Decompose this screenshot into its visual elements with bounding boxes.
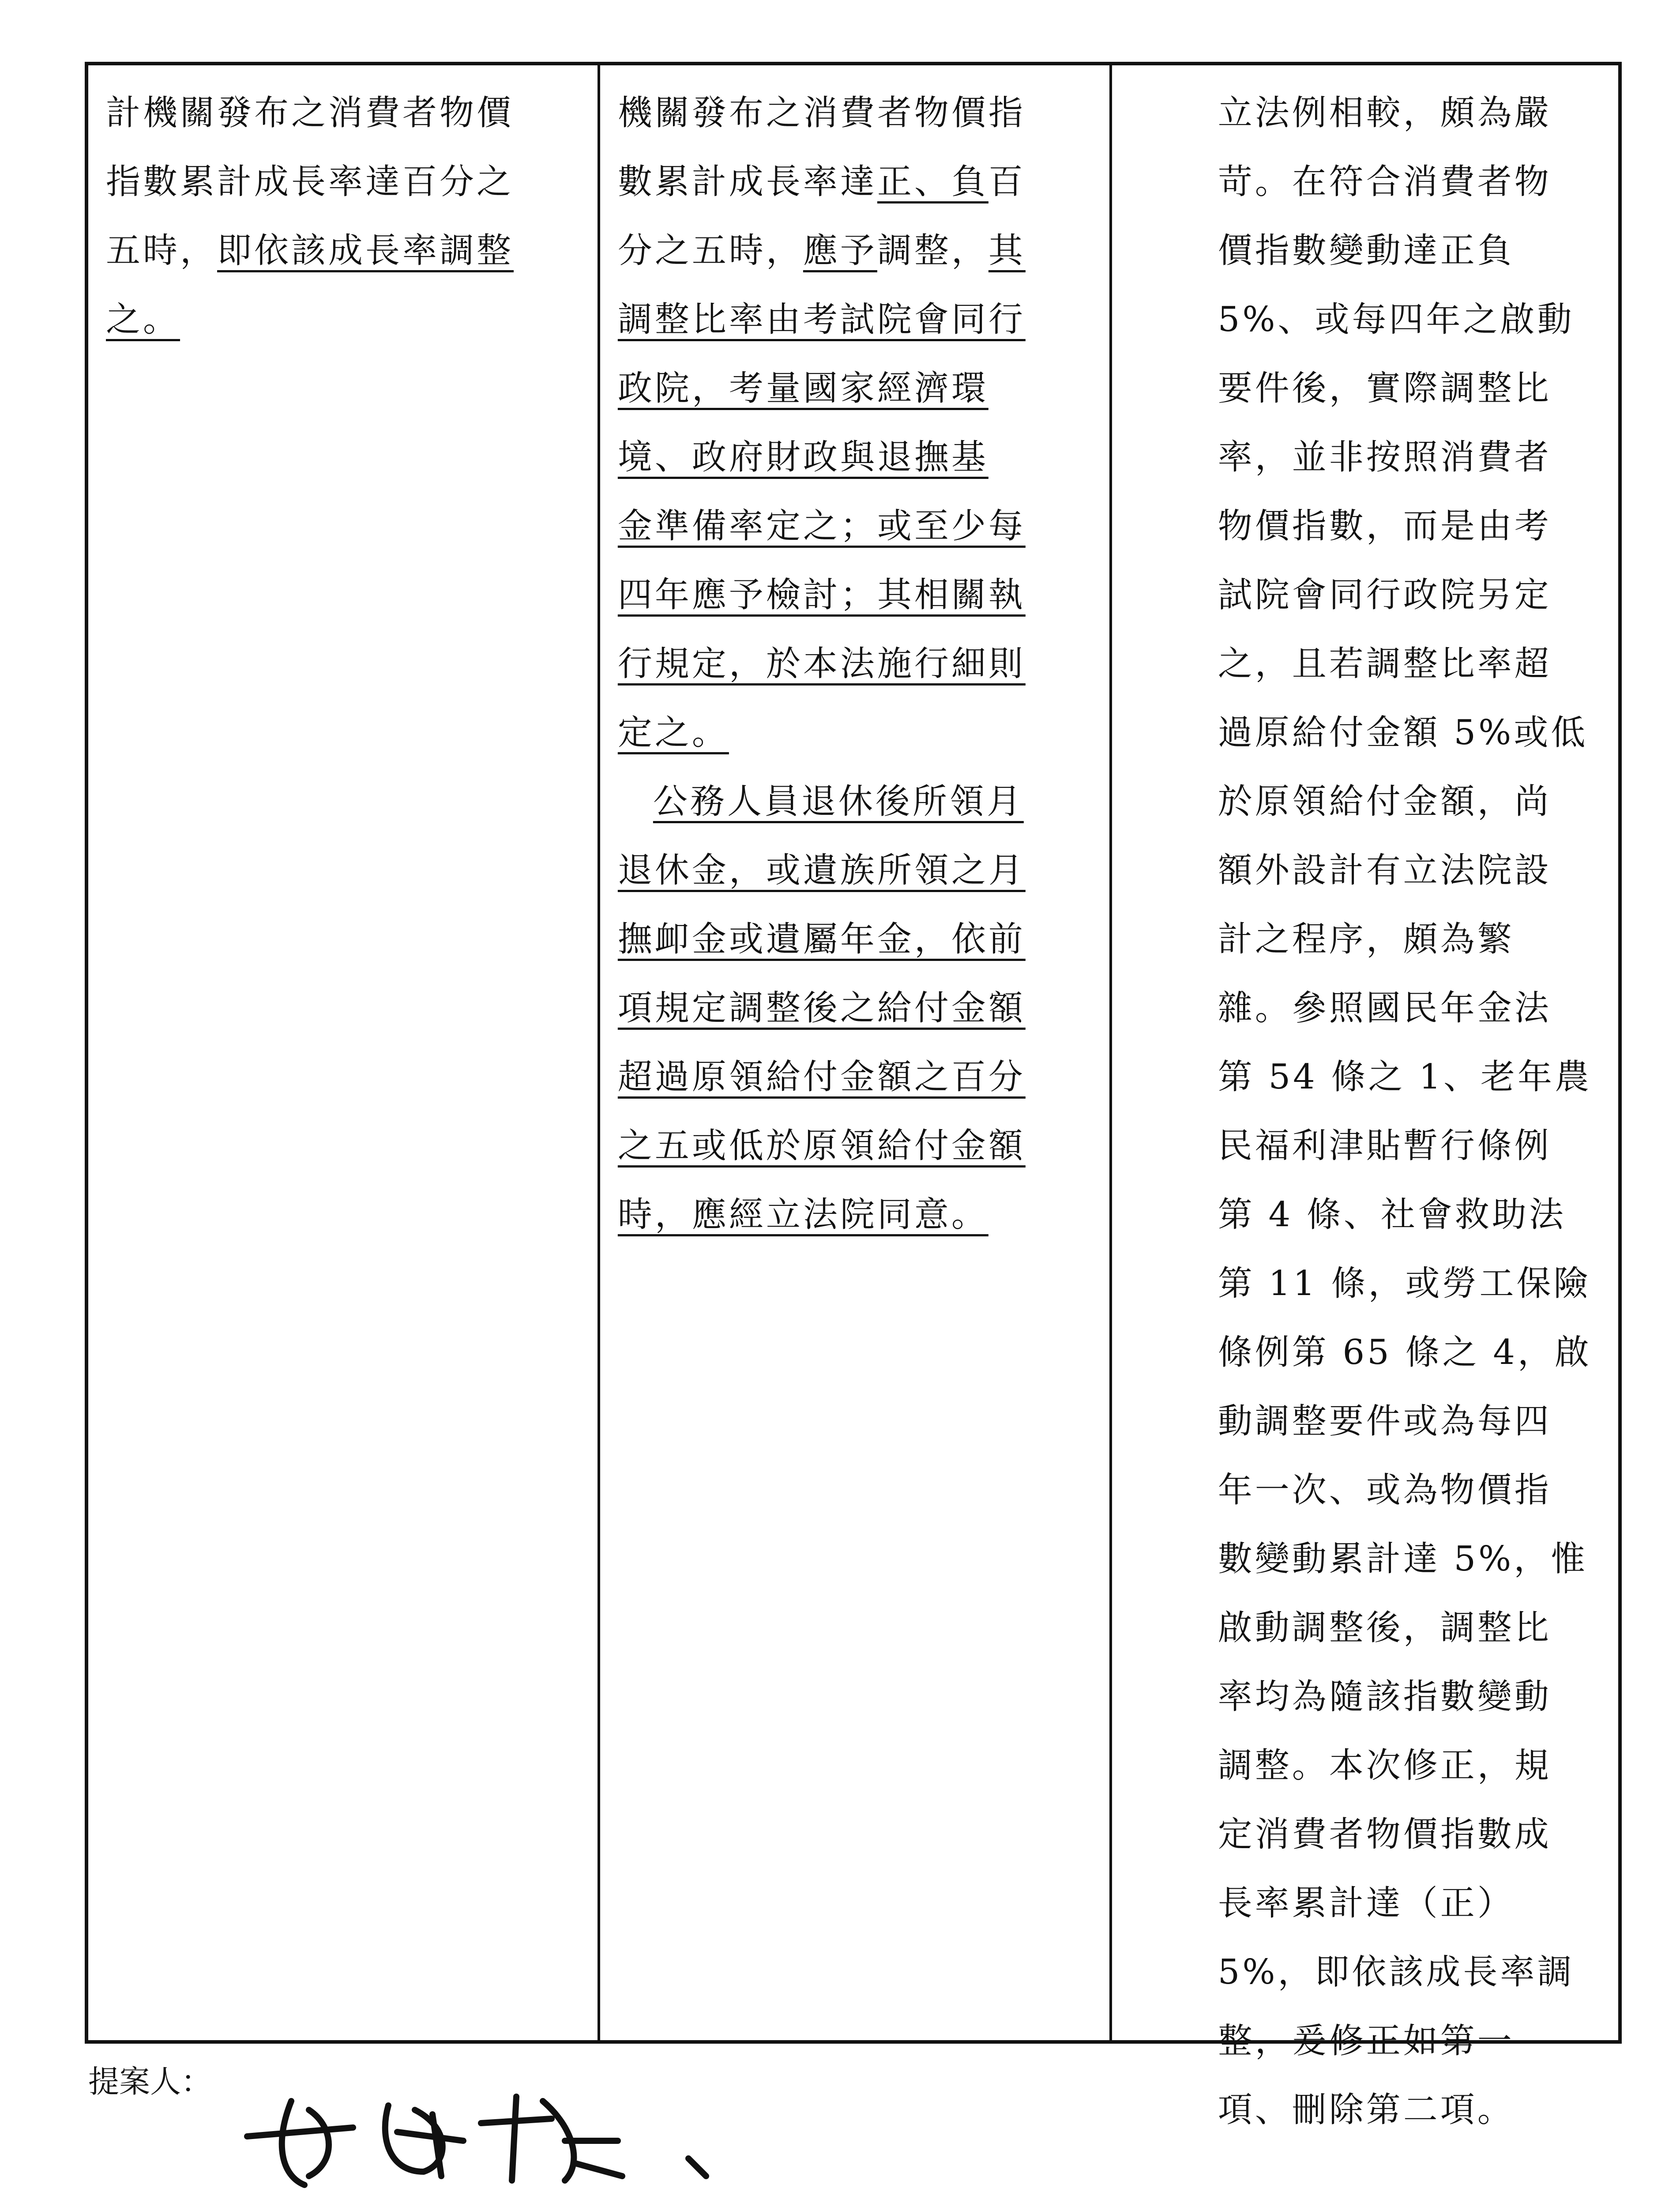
text-line <box>618 905 1096 974</box>
text-segment: 五時， <box>106 231 218 271</box>
text-segment: 立法例相較，頗為嚴 <box>1218 93 1552 133</box>
text-segment: 第 4 條、社會救助法 <box>1218 1195 1566 1235</box>
text-line <box>618 1043 1096 1111</box>
underlined-amendment-text: 之五或低於原領給付金額 <box>617 1126 1026 1166</box>
text-segment: 定消費者物價指數成 <box>1218 1815 1552 1854</box>
text-line <box>618 216 1096 285</box>
text-line <box>1218 492 1592 561</box>
table-column-amendment <box>600 65 1112 2040</box>
text-line <box>1218 905 1592 974</box>
text-line <box>106 147 584 216</box>
text-line <box>1218 216 1592 285</box>
text-segment: 分之五時， <box>617 231 803 271</box>
text-segment: 於原領給付金額，尚 <box>1218 782 1552 821</box>
text-segment: 額外設計有立法院設 <box>1218 851 1552 890</box>
text-line <box>1218 767 1592 836</box>
text-segment: 試院會同行政院另定 <box>1218 575 1552 615</box>
text-line <box>1218 629 1592 698</box>
text-segment: 要件後，實際調整比 <box>1218 369 1552 408</box>
text-line <box>1218 285 1592 354</box>
text-segment: 數變動累計達 5%，惟 <box>1218 1539 1588 1579</box>
text-line <box>1218 147 1592 216</box>
text-segment: 5%，即依該成長率調 <box>1218 1952 1575 1992</box>
text-segment: 5%、或每四年之啟動 <box>1218 300 1575 339</box>
text-segment: 調整， <box>877 231 988 271</box>
proposer-label: 提案人： <box>88 2064 212 2100</box>
underlined-amendment-text: 之。 <box>106 300 180 339</box>
text-line <box>1218 698 1592 767</box>
table-column-explanation <box>1112 65 1618 2130</box>
text-line <box>1218 79 1592 147</box>
text-segment: 第 54 條之 1、老年農 <box>1218 1057 1592 1097</box>
text-line <box>106 79 584 147</box>
text-segment: 之，且若調整比率超 <box>1218 644 1552 684</box>
text-line <box>618 629 1096 698</box>
text-segment: 項、刪除第二項。 <box>1218 2090 1515 2130</box>
text-line <box>618 836 1096 905</box>
text-line <box>618 767 1096 836</box>
text-segment: 苛。在符合消費者物 <box>1218 162 1552 202</box>
text-line <box>618 285 1096 354</box>
underlined-amendment-text: 公務人員退休後所領月 <box>653 782 1024 821</box>
text-segment: 動調整要件或為每四 <box>1218 1401 1552 1441</box>
text-line <box>1218 1800 1592 1869</box>
text-line <box>1218 1180 1592 1249</box>
underlined-amendment-text: 即依該成長率調整 <box>217 231 514 271</box>
text-line <box>1218 1731 1592 1800</box>
text-line <box>1218 1249 1592 1318</box>
underlined-amendment-text: 退休金，或遺族所領之月 <box>617 851 1026 890</box>
underlined-amendment-text: 正、負 <box>877 162 988 202</box>
text-line <box>618 492 1096 561</box>
text-line <box>618 698 1096 767</box>
text-line <box>1218 836 1592 905</box>
text-segment: 調整。本次修正，規 <box>1218 1746 1552 1785</box>
text-line <box>1218 1387 1592 1456</box>
text-line <box>106 216 584 285</box>
text-segment: 條例第 65 條之 4，啟 <box>1218 1333 1592 1372</box>
text-segment: 機關發布之消費者物價指 <box>617 93 1026 133</box>
text-line <box>1218 423 1592 492</box>
text-line <box>618 147 1096 216</box>
text-line <box>618 423 1096 492</box>
text-segment: 指數累計成長率達百分之 <box>106 162 514 202</box>
underlined-amendment-text: 境、政府財政與退撫基 <box>617 437 988 477</box>
text-line <box>1218 1043 1592 1111</box>
text-line <box>1218 1869 1592 1938</box>
text-segment: 民福利津貼暫行條例 <box>1218 1126 1552 1166</box>
handwritten-signatures <box>0 2030 1680 2207</box>
text-segment: 率，並非按照消費者 <box>1218 437 1552 477</box>
text-line <box>618 974 1096 1043</box>
underlined-amendment-text: 政院，考量國家經濟環 <box>617 369 988 408</box>
underlined-amendment-text: 金準備率定之；或至少每 <box>617 506 1026 546</box>
text-segment: 率均為隨該指數變動 <box>1218 1677 1552 1717</box>
underlined-amendment-text: 行規定，於本法施行細則 <box>617 644 1026 684</box>
text-segment: 數累計成長率達 <box>617 162 877 202</box>
underlined-amendment-text: 撫卹金或遺屬年金，依前 <box>617 919 1026 959</box>
text-segment: 計機關發布之消費者物價 <box>106 93 514 133</box>
underlined-amendment-text: 應予 <box>803 231 877 271</box>
text-segment: 第 11 條，或勞工保險 <box>1218 1264 1591 1303</box>
text-segment: 整，爰修正如第一 <box>1218 2021 1515 2061</box>
text-segment: 百 <box>988 162 1026 202</box>
text-line <box>618 354 1096 423</box>
underlined-amendment-text: 調整比率由考試院會同行 <box>617 300 1026 339</box>
text-segment: 啟動調整後，調整比 <box>1218 1608 1552 1648</box>
text-line <box>618 79 1096 147</box>
text-line <box>1218 1111 1592 1180</box>
underlined-amendment-text: 項規定調整後之給付金額 <box>617 988 1026 1028</box>
underlined-amendment-text: 其 <box>988 231 1026 271</box>
text-line <box>1218 1318 1592 1387</box>
text-segment: 計之程序，頗為繁 <box>1218 919 1515 959</box>
text-line <box>1218 354 1592 423</box>
text-line <box>618 1111 1096 1180</box>
underlined-amendment-text: 定之。 <box>617 713 729 753</box>
text-line <box>1218 974 1592 1043</box>
table-column-current-law <box>88 65 600 2040</box>
text-line <box>1218 1662 1592 1731</box>
text-line <box>1218 561 1592 629</box>
text-line <box>106 285 584 354</box>
text-segment: 雜。參照國民年金法 <box>1218 988 1552 1028</box>
text-line <box>1218 1456 1592 1525</box>
signature-1 <box>247 2097 706 2185</box>
underlined-amendment-text: 時，應經立法院同意。 <box>617 1195 988 1235</box>
text-line <box>618 561 1096 629</box>
text-line <box>1218 1525 1592 1593</box>
text-line <box>618 1180 1096 1249</box>
underlined-amendment-text: 四年應予檢討；其相關執 <box>617 575 1026 615</box>
text-segment: 長率累計達（正） <box>1218 1883 1515 1923</box>
text-segment: 過原給付金額 5%或低 <box>1218 713 1588 753</box>
text-segment: 年一次、或為物價指 <box>1218 1470 1552 1510</box>
underlined-amendment-text: 超過原領給付金額之百分 <box>617 1057 1026 1097</box>
text-line <box>1218 1593 1592 1662</box>
text-line <box>1218 1938 1592 2007</box>
text-segment: 物價指數，而是由考 <box>1218 506 1552 546</box>
text-segment: 價指數變動達正負 <box>1218 231 1515 271</box>
